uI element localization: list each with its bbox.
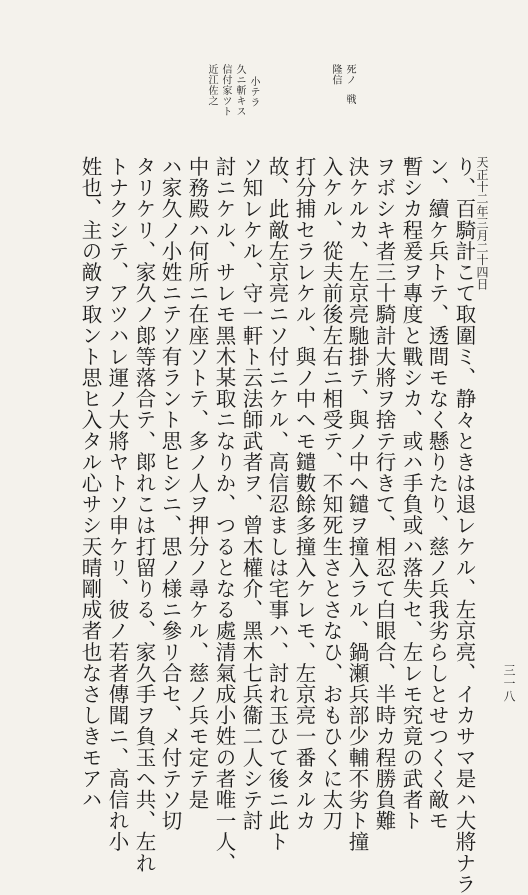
page-number: 三一八	[502, 664, 516, 703]
text-column: 姓也、主の敵ヲ取ント思ヒ入タル心サシ天晴剛成者也なさしきモアハ	[78, 156, 102, 811]
text-column: 故、此敵左京亮ニソ付ニケル、高信忍ましは宅事ハ、討れ玉ひて後ニ此ト	[265, 156, 289, 853]
text-column: 決ケルカ、左京亮馳掛テ、與ノ中ヘ鑓ヲ撞入ラル、鍋瀬兵部少輔不劣ト撞	[345, 156, 369, 853]
text-column: トナクシテ、アツハレ運ノ大將ヤトソ申ケリ、彼ノ若者傳聞ニ、高信れ小	[105, 156, 129, 853]
headnote-line: 死ノ	[344, 64, 355, 85]
text-column: ン、續ケ兵トテ、透間モなく懸りたり、慈ノ兵我劣らしとせつくく敵モ	[425, 156, 449, 832]
text-column: り、百騎計こて取圍ミ、静々ときは退レケル、左京亮、イカサマ是ハ大將ナラ	[452, 156, 476, 895]
text-column: 討ニケル、サレモ黑木某取ニなりか、つるとなる處清氣成小姓の者唯一人、	[212, 156, 236, 874]
date-heading: 天正十二年三月二十四日	[475, 156, 489, 291]
headnote-line: 戦	[344, 94, 355, 105]
headnote-line: 隆信	[330, 64, 341, 85]
text-column: ヲボシキ者三十騎計大將ヲ捨テ行きて、相忍て白眼合、半時カ程勝負難	[372, 156, 396, 832]
text-column: タリケリ、家久ノ郞等落合テ、郞れこは打留りる、家久手ヲ負玉ヘ共、左れ	[132, 156, 156, 874]
headnote-line: 小テラ	[248, 76, 259, 108]
headnote-line: 久ニ斬キス	[234, 64, 245, 117]
text-column: ハ家久ノ小姓ニテソ有ラント思ヒシニ、思ノ様ニ參リ合セ、メ付テソ切	[158, 156, 182, 832]
text-column: ソ知レケル、守一軒ト云法師武者ヲ、曾木權介、黑木七兵衞二人シテ討	[239, 156, 263, 832]
headnote-line: 近江佐之	[206, 64, 217, 106]
text-column: 中務殿ハ何所ニ在座ソトテ、多ノ人ヲ押分ノ尋ケル、慈ノ兵モ定テ是	[185, 156, 209, 811]
text-column: 打分捕セラレケル、與ノ中ヘモ鑓數餘多撞入ケレモ、左京亮一番タルカ	[292, 156, 316, 832]
headnote-line: 信付家ツト	[220, 64, 231, 117]
text-column: 入ケル、從夫前後左右ニ相受テ、不知死生さとさなひ、おもひくに太刀	[319, 156, 343, 832]
text-column: 暫シカ程爰ヲ專度と戰シカ、或ハ手負或ハ落失セ、左レモ究竟の武者ト	[399, 156, 423, 832]
